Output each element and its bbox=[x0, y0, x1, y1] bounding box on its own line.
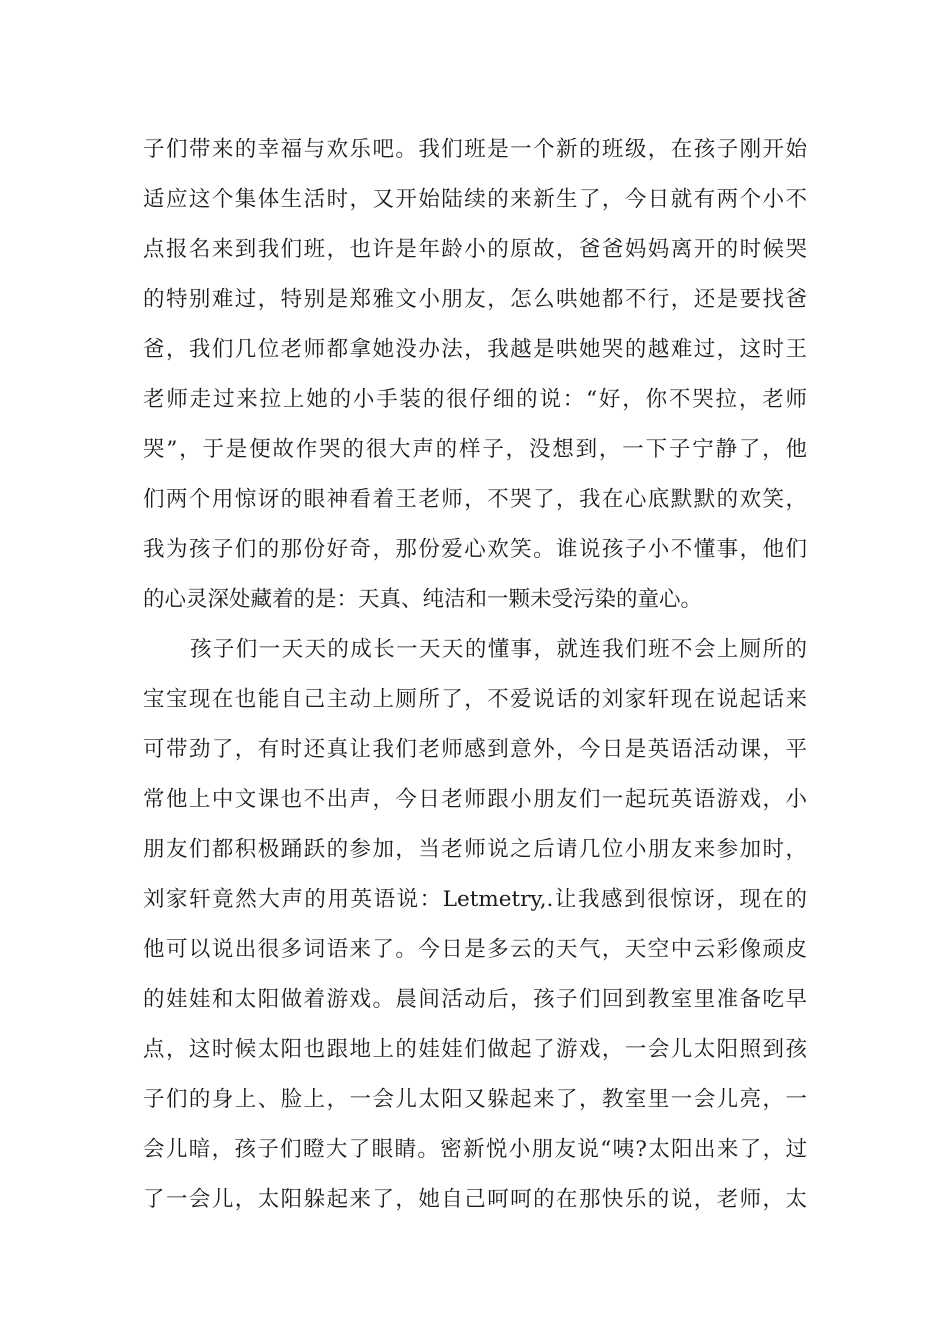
paragraph-1-line-3: 点报名来到我们班，也许是年龄小的原故，爸爸妈妈离开的时候哭 bbox=[143, 237, 807, 262]
paragraph-2-line-1: 孩子们一天天的成长一天天的懂事，就连我们班不会上厕所的 bbox=[190, 637, 807, 662]
paragraph-1-line-9: 我为孩子们的那份好奇，那份爱心欢笑。谁说孩子小不懂事，他们 bbox=[143, 537, 807, 562]
paragraph-2-line-8: 的娃娃和太阳做着游戏。晨间活动后，孩子们回到教室里准备吃早 bbox=[143, 987, 807, 1012]
paragraph-1-line-6: 老师走过来拉上她的小手装的很仔细的说：“好，你不哭拉，老师 bbox=[143, 387, 807, 412]
paragraph-2-line-4: 常他上中文课也不出声，今日老师跟小朋友们一起玩英语游戏，小 bbox=[143, 787, 807, 812]
paragraph-1-line-7: 哭”，于是便故作哭的很大声的样子，没想到，一下子宁静了，他 bbox=[143, 437, 807, 462]
paragraph-2-line-3: 可带劲了，有时还真让我们老师感到意外，今日是英语活动课，平 bbox=[143, 737, 807, 762]
paragraph-1-line-10: 的心灵深处藏着的是：天真、纯洁和一颗未受污染的童心。 bbox=[143, 587, 703, 612]
paragraph-2-line-9: 点，这时候太阳也跟地上的娃娃们做起了游戏，一会儿太阳照到孩 bbox=[143, 1037, 807, 1062]
paragraph-1-line-2: 适应这个集体生活时，又开始陆续的来新生了，今日就有两个小不 bbox=[143, 187, 807, 212]
paragraph-1-line-4: 的特别难过，特别是郑雅文小朋友，怎么哄她都不行，还是要找爸 bbox=[143, 287, 807, 312]
paragraph-2-line-5: 朋友们都积极踊跃的参加，当老师说之后请几位小朋友来参加时， bbox=[143, 837, 807, 862]
paragraph-2-line-7: 他可以说出很多词语来了。今日是多云的天气，天空中云彩像顽皮 bbox=[143, 937, 807, 962]
paragraph-2-line-11: 会儿暗，孩子们瞪大了眼睛。密新悦小朋友说“咦?太阳出来了，过 bbox=[143, 1137, 807, 1162]
paragraph-2-line-12: 了一会儿，太阳躲起来了，她自己呵呵的在那快乐的说，老师，太 bbox=[143, 1187, 807, 1212]
paragraph-1-line-5: 爸，我们几位老师都拿她没办法，我越是哄她哭的越难过，这时王 bbox=[143, 337, 807, 362]
paragraph-2-line-6: 刘家轩竟然大声的用英语说：Letmetry,.让我感到很惊讶，现在的 bbox=[143, 887, 807, 912]
paragraph-1-line-1: 子们带来的幸福与欢乐吧。我们班是一个新的班级，在孩子刚开始 bbox=[143, 137, 807, 162]
paragraph-1-line-8: 们两个用惊讶的眼神看着王老师，不哭了，我在心底默默的欢笑， bbox=[143, 487, 807, 512]
paragraph-2-line-2: 宝宝现在也能自己主动上厕所了，不爱说话的刘家轩现在说起话来 bbox=[143, 687, 807, 712]
paragraph-2-line-10: 子们的身上、脸上，一会儿太阳又躲起来了，教室里一会儿亮，一 bbox=[143, 1087, 807, 1112]
